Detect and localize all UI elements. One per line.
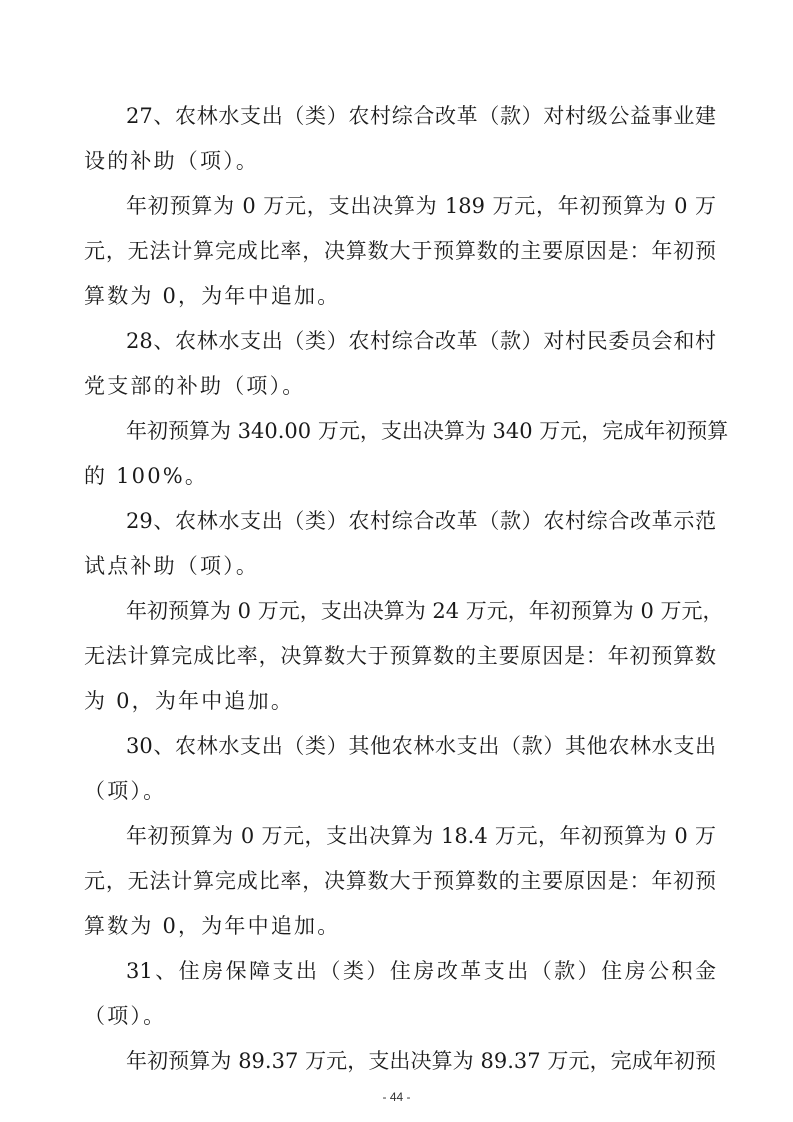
item-30-body-line-2: 元，无法计算完成比率，决算数大于预算数的主要原因是：年初预 (84, 869, 716, 893)
item-29-heading-line-1: 29、农林水支出（类）农村综合改革（款）农村综合改革示范 (126, 509, 716, 533)
item-28-body-line-2: 的 100%。 (84, 464, 209, 488)
item-31-body-line-1: 年初预算为 89.37 万元，支出决算为 89.37 万元，完成年初预 (126, 1049, 716, 1073)
item-29-body-line-2: 无法计算完成比率，决算数大于预算数的主要原因是：年初预算数 (84, 644, 716, 668)
page-number: - 44 - (382, 1090, 411, 1104)
item-28-heading-line-1: 28、农林水支出（类）农村综合改革（款）对村民委员会和村 (126, 329, 716, 353)
item-28-heading-line-2: 党支部的补助（项）。 (84, 374, 306, 398)
item-30-body-line-1: 年初预算为 0 万元，支出决算为 18.4 万元，年初预算为 0 万 (126, 824, 716, 848)
item-27-body-line-2: 元，无法计算完成比率，决算数大于预算数的主要原因是：年初预 (84, 239, 716, 263)
item-30-heading-line-1: 30、农林水支出（类）其他农林水支出（款）其他农林水支出 (126, 734, 716, 758)
item-27-body-line-3: 算数为 0，为年中追加。 (84, 284, 341, 308)
item-30-body-line-3: 算数为 0，为年中追加。 (84, 914, 341, 938)
item-29-heading-line-2: 试点补助（项）。 (84, 554, 260, 578)
item-29-body-line-1: 年初预算为 0 万元，支出决算为 24 万元，年初预算为 0 万元， (126, 599, 724, 623)
item-30-heading-line-2: （项）。 (84, 779, 167, 803)
item-31-heading-line-1: 31、住房保障支出（类）住房改革支出（款）住房公积金 (126, 959, 716, 983)
item-31-heading-line-2: （项）。 (84, 1004, 167, 1028)
item-27-body-line-1: 年初预算为 0 万元，支出决算为 189 万元，年初预算为 0 万 (126, 194, 716, 218)
item-29-body-line-3: 为 0，为年中追加。 (84, 689, 295, 713)
item-28-body-line-1: 年初预算为 340.00 万元，支出决算为 340 万元，完成年初预算 (126, 419, 729, 443)
item-27-heading-line-1: 27、农林水支出（类）农村综合改革（款）对村级公益事业建 (126, 104, 716, 128)
item-27-heading-line-2: 设的补助（项）。 (84, 149, 260, 173)
